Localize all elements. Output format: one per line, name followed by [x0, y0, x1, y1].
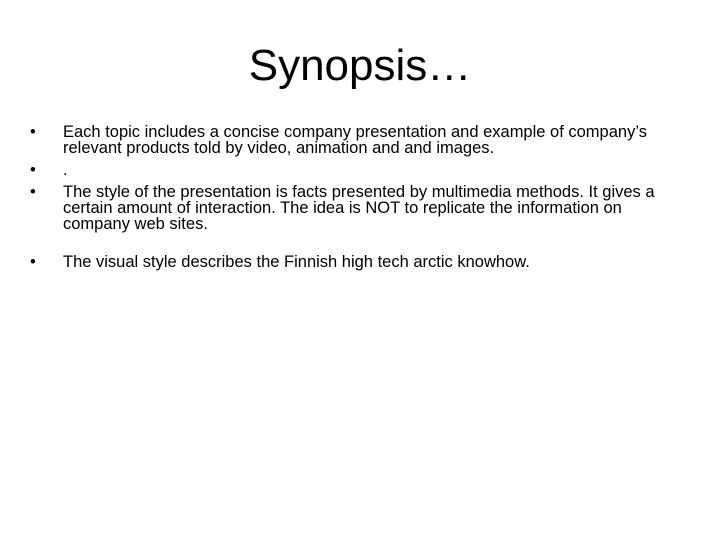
bullet-item [30, 184, 690, 232]
bullet-text: The visual style describes the Finnish high tech arctic knowhow. [63, 253, 530, 271]
bullet-icon: • [30, 161, 36, 179]
slide-title: Synopsis… [248, 41, 472, 90]
bullet-item [30, 254, 690, 270]
bullet-text: The style of the presentation is facts presented by multimedia methods. It gives a certain amount of interaction. The idea is NOT to replicate the information on company web sites. [63, 183, 655, 233]
bullet-icon: • [30, 183, 36, 201]
bullet-item [30, 162, 690, 178]
bullet-icon: • [30, 123, 36, 141]
bullet-item [30, 124, 690, 156]
bullet-text: Each topic includes a concise company presentation and example of company’s relevant products told by video, animation and and images. [63, 123, 647, 157]
bullet-text: . [63, 161, 68, 179]
bullet-icon: • [30, 253, 36, 271]
bullet-list [30, 124, 690, 276]
